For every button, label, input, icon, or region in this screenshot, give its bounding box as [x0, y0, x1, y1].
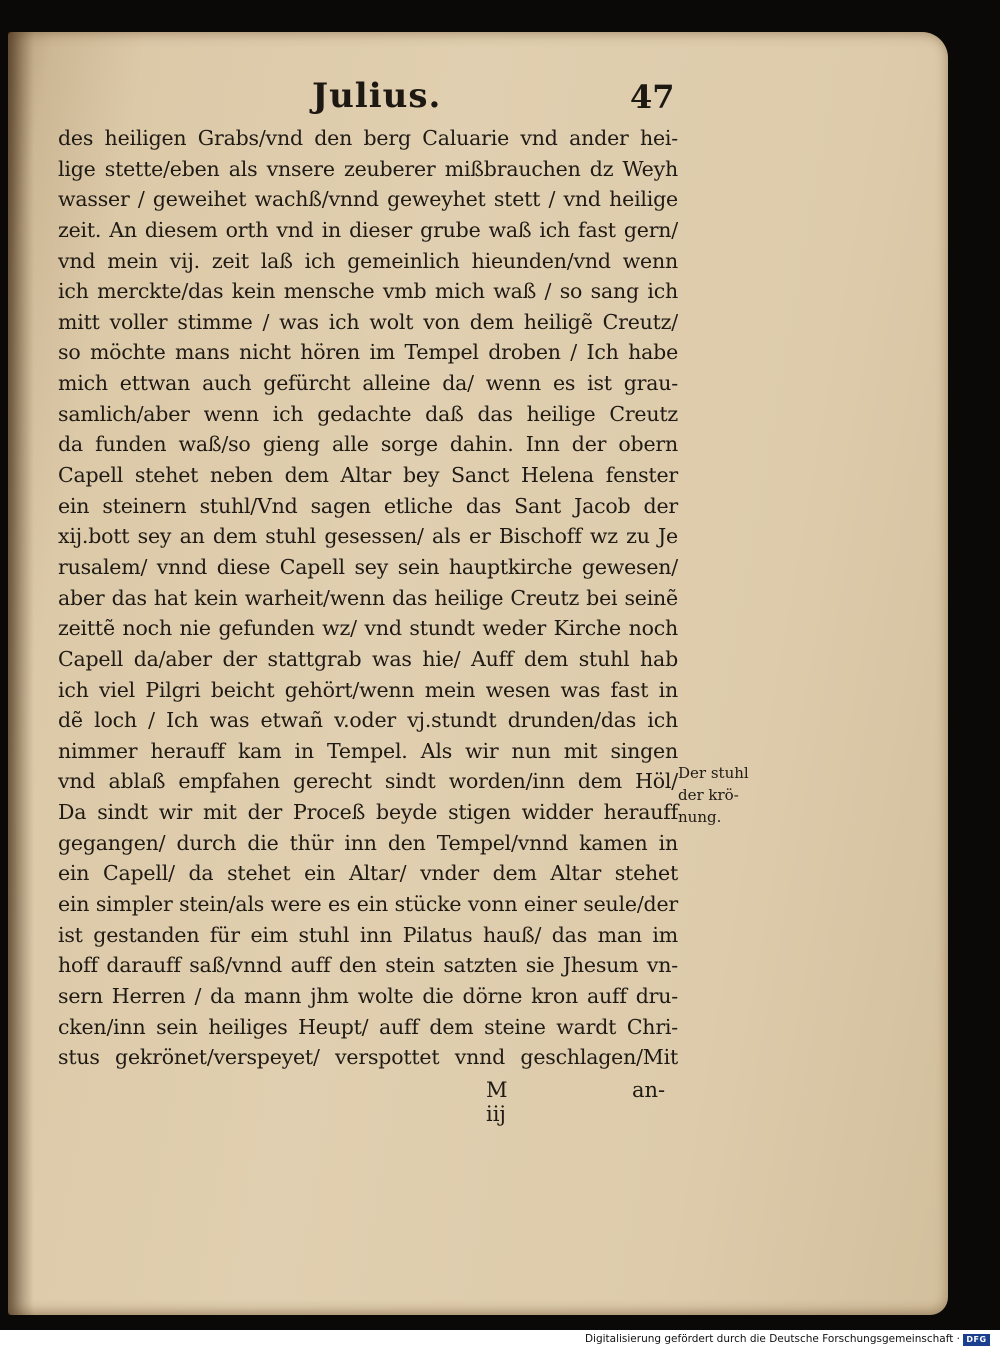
text-line: cken/inn sein heiliges Heupt/ auff dem steine wardt Chri-	[58, 1014, 678, 1039]
marginal-note-line: nung.	[678, 808, 722, 826]
page-number: 47	[630, 78, 675, 116]
dfg-logo-icon: DFG	[963, 1334, 990, 1346]
text-line: sern Herren / da mann jhm wolte die dörne kron auff dru-	[58, 983, 678, 1008]
text-line: ein Capell/ da stehet ein Altar/ vnder dem Altar stehet	[58, 861, 678, 886]
text-line: Da sindt wir mit der Proceß beyde stigen widder herauff	[58, 800, 678, 825]
text-line: rusalem/ vnnd diese Capell sey sein hauptkirche gewesen/	[58, 554, 678, 579]
marginal-note-line: der krö-	[678, 786, 739, 804]
text-line: ein steinern stuhl/Vnd sagen etliche das Sant Jacob der	[58, 493, 678, 518]
text-line: stus gekrönet/verspeyet/ verspottet vnnd geschlagen/Mit	[58, 1045, 678, 1070]
text-line: hoff darauff saß/vnnd auff den stein satzten sie Jhesum vn-	[58, 953, 678, 978]
marginal-note-line: Der stuhl	[678, 764, 749, 782]
text-line: dẽ loch / Ich was etwañ v.oder vj.stundt drunden/das ich	[58, 708, 678, 733]
credit-bar	[0, 1330, 1000, 1351]
credit-text: Digitalisierung gefördert durch die Deutsche Forschungsgemeinschaft ·	[584, 1333, 960, 1345]
text-line: xij.bott sey an dem stuhl gesessen/ als er Bischoff wz zu Je	[58, 524, 678, 549]
text-line: aber das hat kein warheit/wenn das heilige Creutz bei seinẽ	[58, 585, 678, 610]
body-text	[58, 123, 678, 1073]
text-line: so möchte mans nicht hören im Tempel droben / Ich habe	[58, 340, 678, 365]
running-head: Julius.	[312, 76, 442, 116]
text-line: vnd ablaß empfahen gerecht sindt worden/inn dem Höl/	[58, 769, 678, 794]
text-line: nimmer herauff kam in Tempel. Als wir nun mit singen	[58, 738, 678, 763]
text-line: ist gestanden für eim stuhl inn Pilatus hauß/ das man im	[58, 922, 678, 947]
text-line: lige stette/eben als vnsere zeuberer mißbrauchen dz Weyh	[58, 156, 678, 181]
text-line: ich merckte/das kein mensche vmb mich waß / so sang ich	[58, 279, 678, 304]
spine-shadow	[8, 32, 34, 1315]
text-line: vnd mein vij. zeit laß ich gemeinlich hieunden/vnd wenn	[58, 248, 678, 273]
text-line: samlich/aber wenn ich gedachte daß das heilige Creutz	[58, 401, 678, 426]
catchword: an-	[632, 1078, 666, 1102]
text-line: ein simpler stein/als were es ein stücke vonn einer seule/der	[58, 892, 678, 917]
text-line: ich viel Pilgri beicht gehört/wenn mein wesen was fast in	[58, 677, 678, 702]
text-line: mitt voller stimme / was ich wolt von dem heiligẽ Creutz/	[58, 309, 678, 334]
text-line: mich ettwan auch gefürcht alleine da/ wenn es ist grau-	[58, 371, 678, 396]
signature-mark: M iij	[486, 1078, 508, 1126]
text-line: zeit. An diesem orth vnd in dieser grube waß ich fast gern/	[58, 217, 678, 242]
text-line: gegangen/ durch die thür inn den Tempel/vnnd kamen in	[58, 830, 678, 855]
text-line: des heiligen Grabs/vnd den berg Caluarie vnd ander hei-	[58, 126, 678, 150]
marginal-note	[678, 762, 768, 828]
text-line: da funden waß/so gieng alle sorge dahin. Inn der obern	[58, 432, 678, 457]
text-line: Capell stehet neben dem Altar bey Sanct Helena fenster	[58, 463, 678, 488]
text-line: Capell da/aber der stattgrab was hie/ Auff dem stuhl hab	[58, 646, 678, 671]
text-line: wasser / geweihet wachß/vnnd geweyhet stett / vnd heilige	[58, 187, 678, 212]
text-line: zeittẽ noch nie gefunden wz/ vnd stundt weder Kirche noch	[58, 616, 678, 641]
